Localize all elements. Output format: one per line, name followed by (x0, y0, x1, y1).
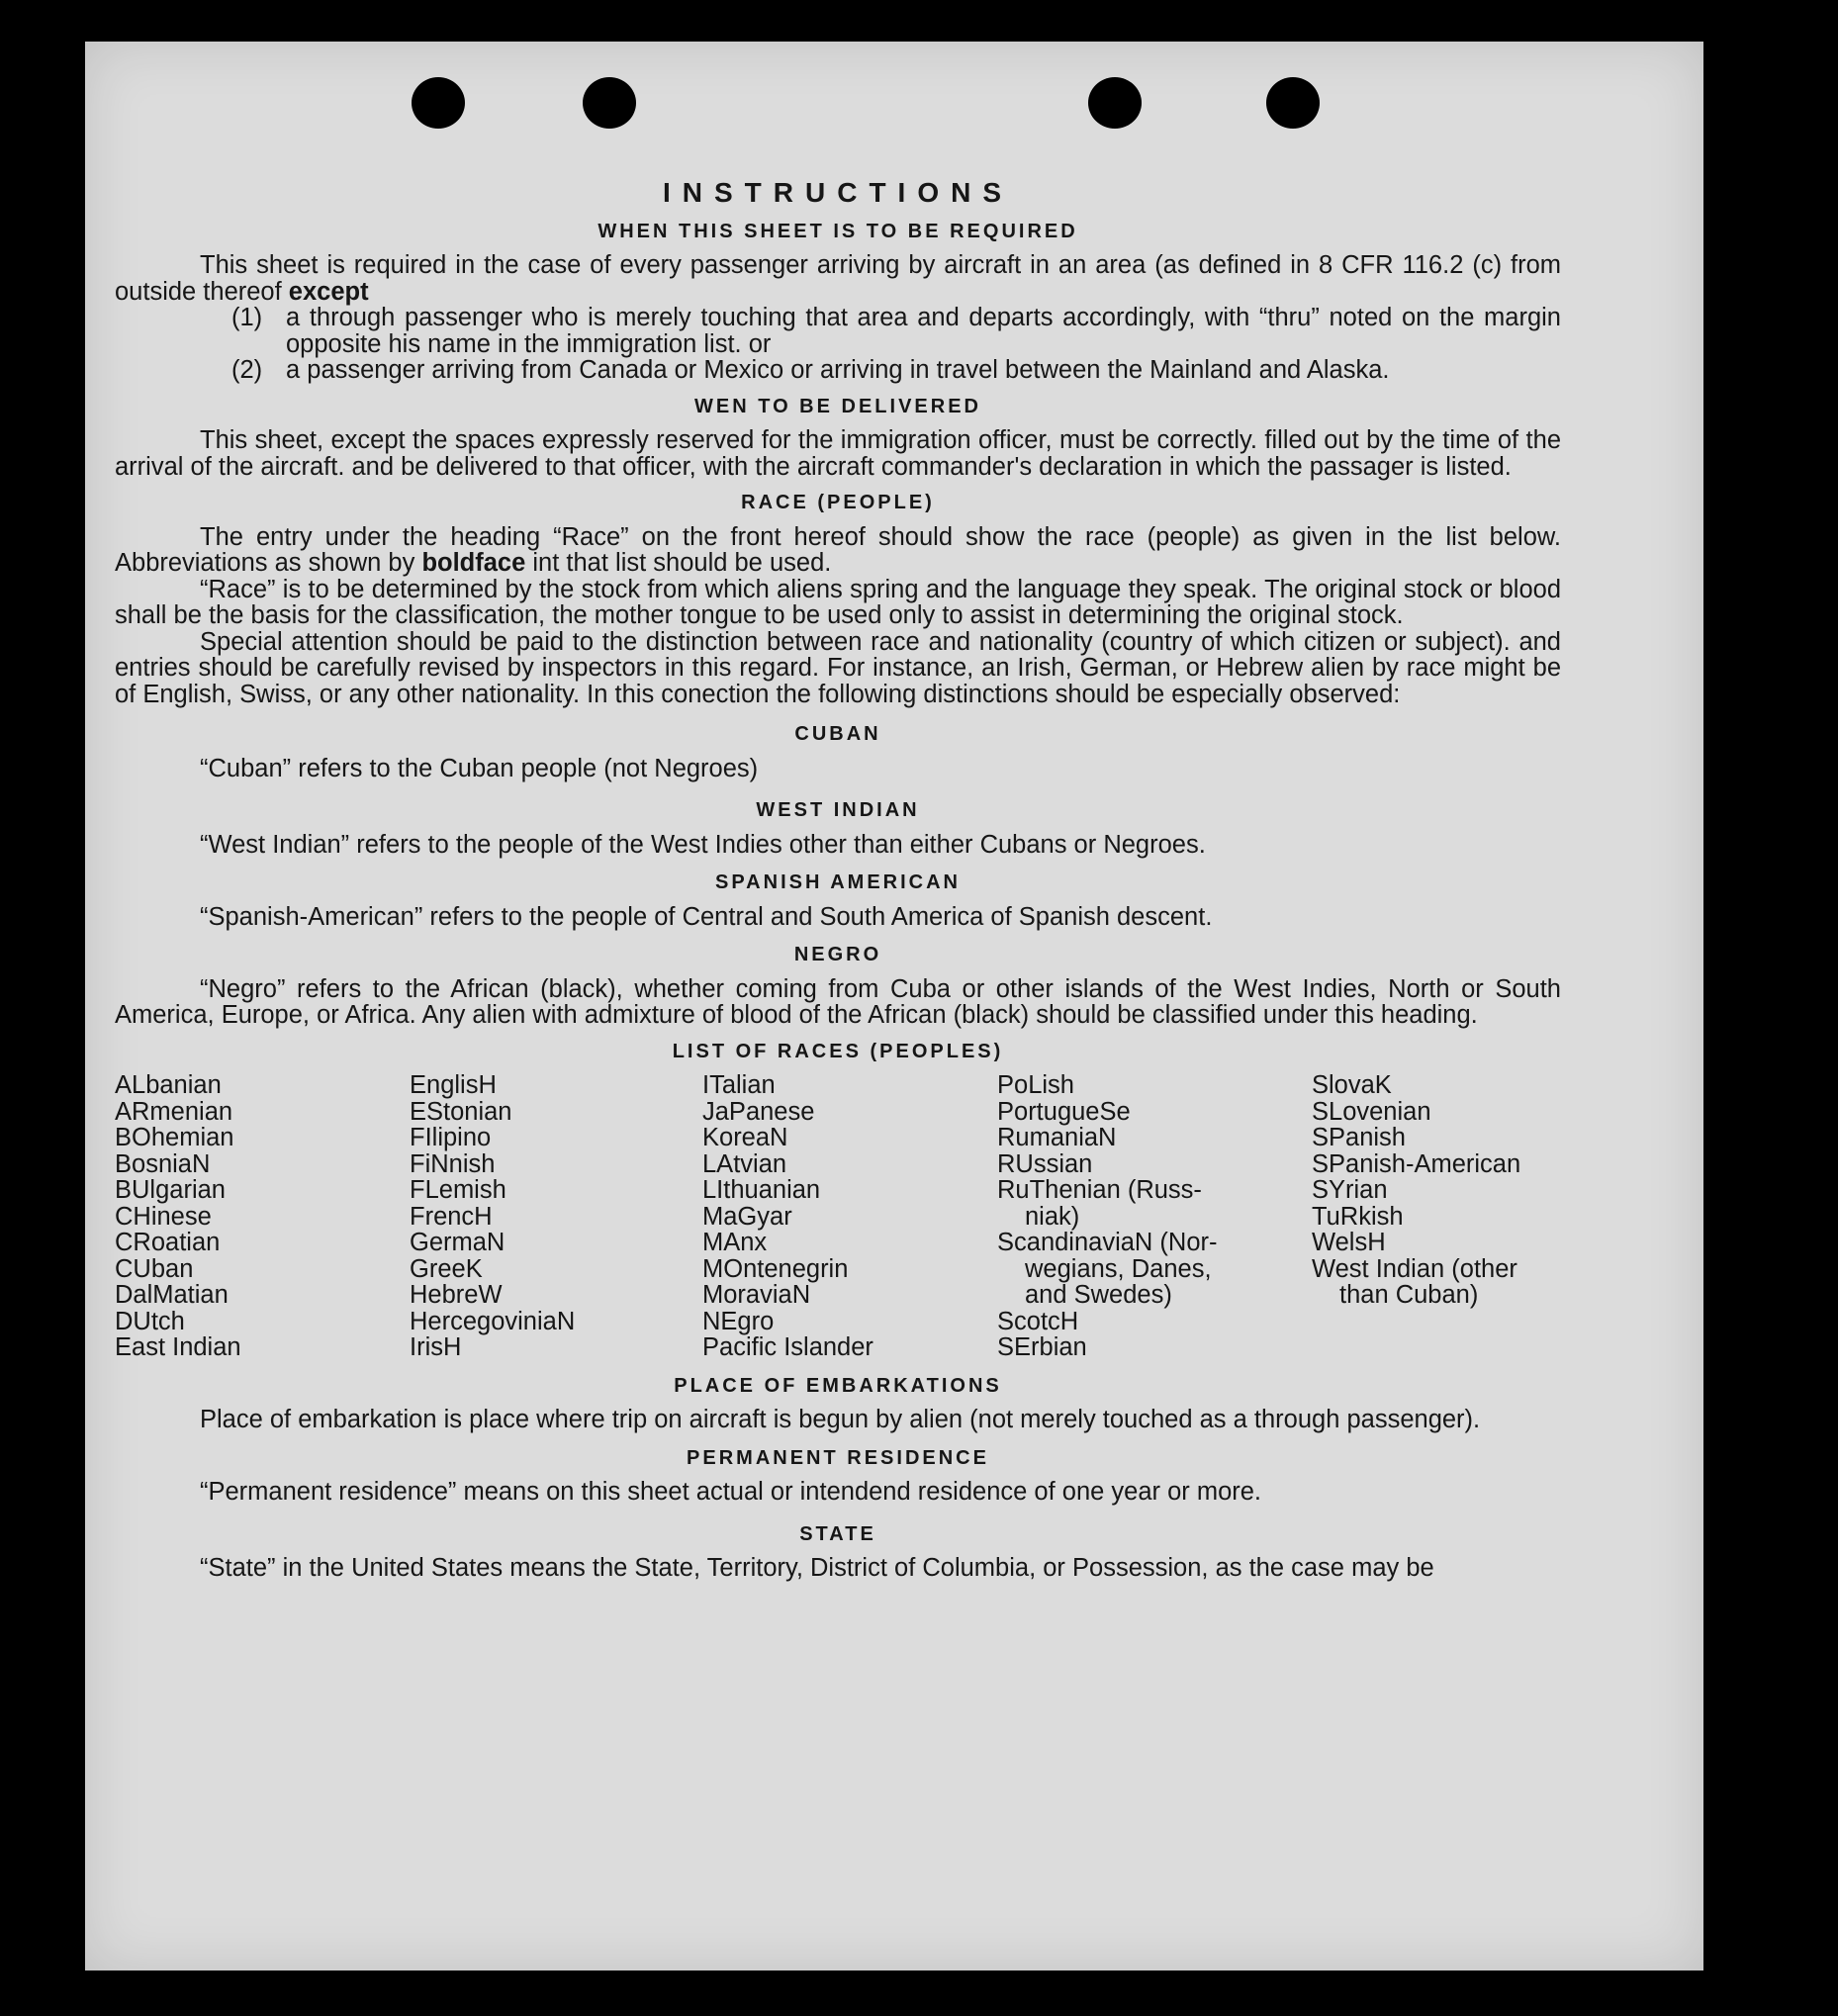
races-column (410, 1072, 702, 1361)
race-entry: FLemish (410, 1176, 506, 1204)
race-entry: ALbanian (115, 1071, 222, 1099)
race-paragraph-1 (115, 524, 1561, 577)
race-entry: CUban (115, 1254, 194, 1283)
race-entry: Pacific Islander (702, 1333, 873, 1361)
race-entry: BOhemian (115, 1124, 234, 1151)
race-entry: BosniaN (115, 1149, 211, 1178)
race-entry: East Indian (115, 1333, 241, 1361)
race-entry: niak) (1025, 1202, 1080, 1231)
race-entry: CHinese (115, 1202, 212, 1231)
race-entry: TuRkish (1312, 1202, 1404, 1231)
race-entry: ScotcH (997, 1307, 1079, 1335)
race-entry: ARmenian (115, 1097, 233, 1126)
item-text: a through passenger who is merely touching that area and departs accordingly, with “thru” noted on the margin opposite his name in the immigration list. or (286, 304, 1561, 358)
race-entry: RuThenian (Russ- (997, 1176, 1202, 1204)
race-entry: FIlipino (410, 1124, 492, 1151)
race-entry: GermaN (410, 1229, 505, 1256)
races-column (702, 1072, 997, 1361)
heading-negro: NEGRO (793, 944, 882, 965)
races-column (1312, 1072, 1559, 1361)
required-text: This sheet is required in the case of every passenger arriving by aircraft in an area (as defined in 8 CFR 116.2 (c) from outside thereof (115, 251, 1561, 306)
heading-permanent-residence: PERMANENT RESIDENCE (687, 1446, 989, 1469)
race-entry: MoraviaN (702, 1281, 811, 1309)
item-number: (1) (231, 304, 263, 331)
heading-state: STATE (799, 1522, 876, 1545)
instructions-content (115, 177, 1561, 1582)
race-entry: wegians, Danes, (1025, 1254, 1212, 1283)
permanent-residence-paragraph: “Permanent residence” means on this sheet actual or intendend residence of one year or more. (200, 1478, 1262, 1506)
race-entry: MAnx (702, 1229, 768, 1256)
punch-hole (412, 77, 465, 129)
race-entry: JaPanese (702, 1097, 815, 1126)
race-entry: HebreW (410, 1281, 503, 1309)
race-entry: DUtch (115, 1307, 185, 1335)
race-entry: SlovaK (1312, 1071, 1392, 1099)
race-entry: NEgro (702, 1307, 775, 1335)
race-entry: SPanish-American (1312, 1149, 1521, 1178)
race-entry: LIthuanian (702, 1176, 821, 1204)
race-entry: SErbian (997, 1333, 1087, 1361)
heading-list-of-races: LIST OF RACES (PEOPLES) (672, 1040, 1004, 1062)
west-indian-paragraph: “West Indian” refers to the people of the West Indies other than either Cubans or Negroes. (200, 830, 1206, 859)
race-entry: PoLish (997, 1071, 1074, 1099)
heading-when-delivered: WEN TO BE DELIVERED (694, 395, 981, 417)
races-list (115, 1072, 1561, 1361)
race-entry: CRoatian (115, 1229, 221, 1256)
state-paragraph: “State” in the United States means the State, Territory, District of Columbia, or Possession, as the case may be (200, 1554, 1434, 1582)
race-entry: PortugueSe (997, 1097, 1131, 1126)
embarkation-paragraph: Place of embarkation is place where trip on aircraft is begun by alien (not merely touched as a through passenger). (200, 1406, 1481, 1433)
race-entry: ScandinaviaN (Nor- (997, 1229, 1218, 1256)
races-column (115, 1072, 410, 1361)
heading-race: RACE (PEOPLE) (741, 492, 935, 513)
race-entry: than Cuban) (1339, 1281, 1479, 1309)
race-paragraph-2: “Race” is to be determined by the stock from which aliens spring and the language they speak. The original stock or blood shall be the basis for the classification, the mother tongue to be used only to assist in determining the original stock. (115, 575, 1561, 629)
document-sheet (85, 42, 1703, 1970)
required-paragraph (115, 252, 1561, 305)
races-column (997, 1072, 1312, 1361)
race-entry: West Indian (other (1312, 1254, 1517, 1283)
race-entry: IrisH (410, 1333, 462, 1361)
punch-hole (583, 77, 636, 129)
race-p1-text: The entry under the heading “Race” on the front hereof should show the race (people) as given in the list below. Abbreviations as shown by (115, 522, 1561, 577)
exception-item (115, 305, 1561, 357)
race-entry: FiNnish (410, 1149, 496, 1178)
exception-item (115, 357, 1561, 384)
heading-when-required: WHEN THIS SHEET IS TO BE REQUIRED (597, 220, 1078, 242)
cuban-paragraph: “Cuban” refers to the Cuban people (not Negroes) (200, 754, 759, 782)
race-paragraph-3: Special attention should be paid to the distinction between race and nationality (country of which citizen or subject). and entries should be carefully revised by inspectors in this regard. For instance, an Irish, German, or Hebrew alien by race might be of English, Swiss, or any other nationality. In this conection the following distinctions should be especially observed: (115, 627, 1561, 708)
race-entry: MOntenegrin (702, 1254, 849, 1283)
race-entry: RUssian (997, 1149, 1093, 1178)
race-entry: MaGyar (702, 1202, 792, 1231)
race-entry: WelsH (1312, 1229, 1386, 1256)
heading-embarkation: PLACE OF EMBARKATIONS (674, 1374, 1002, 1397)
punch-hole (1088, 77, 1142, 129)
race-entry: KoreaN (702, 1124, 788, 1151)
boldface-word: boldface (421, 549, 526, 577)
heading-cuban: CUBAN (794, 723, 881, 745)
race-p1-end: int that list should be used. (532, 549, 832, 577)
race-entry: SYrian (1312, 1176, 1388, 1204)
race-entry: GreeK (410, 1254, 483, 1283)
item-number: (2) (231, 356, 263, 384)
race-entry: FrencH (410, 1202, 493, 1231)
race-entry: SPanish (1312, 1124, 1406, 1151)
negro-paragraph: “Negro” refers to the African (black), whether coming from Cuba or other islands of the West Indies, North or South America, Europe, or Africa. Any alien with admixture of blood of the African (black) should be classified under this heading. (115, 974, 1561, 1029)
page-title: INSTRUCTIONS (663, 177, 1013, 208)
race-entry: EStonian (410, 1097, 512, 1126)
delivered-paragraph: This sheet, except the spaces expressly reserved for the immigration officer, must be correctly. filled out by the time of the arrival of the aircraft. and be delivered to that officer, with the aircraft commander's declaration in which the passager is listed. (115, 426, 1561, 481)
race-entry: BUlgarian (115, 1176, 226, 1204)
race-entry: DalMatian (115, 1281, 229, 1309)
heading-spanish-american: SPANISH AMERICAN (714, 871, 961, 893)
race-entry: RumaniaN (997, 1124, 1117, 1151)
except-word: except (288, 277, 369, 306)
heading-west-indian: WEST INDIAN (756, 799, 920, 821)
race-entry: LAtvian (702, 1149, 787, 1178)
race-entry: and Swedes) (1025, 1281, 1172, 1309)
race-entry: HercegoviniaN (410, 1307, 576, 1335)
race-entry: EnglisH (410, 1071, 497, 1099)
punch-hole (1266, 77, 1320, 129)
spanish-american-paragraph: “Spanish-American” refers to the people of Central and South America of Spanish descent. (200, 902, 1213, 931)
race-entry: ITalian (702, 1071, 776, 1099)
race-entry: SLovenian (1312, 1097, 1431, 1126)
item-text: a passenger arriving from Canada or Mexico or arriving in travel between the Mainland and Alaska. (286, 356, 1390, 384)
